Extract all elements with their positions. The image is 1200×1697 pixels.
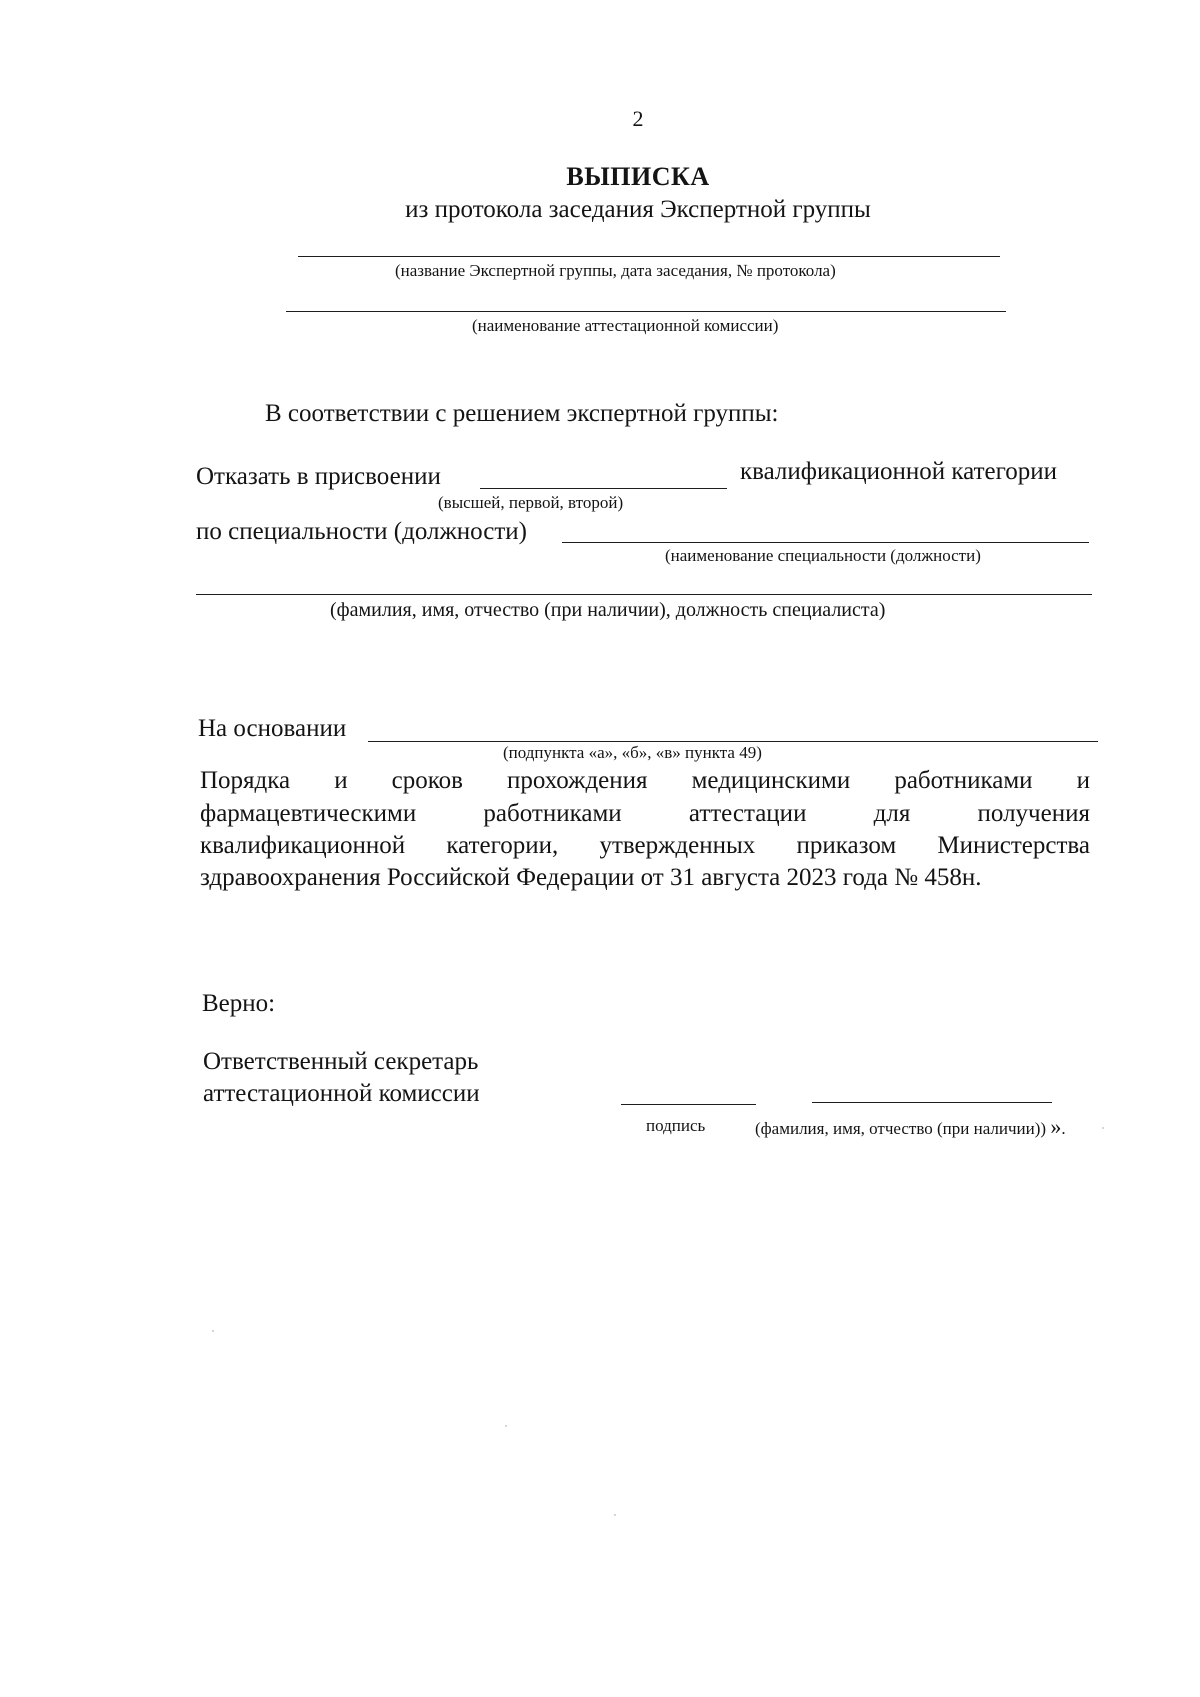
scan-speck [614,1514,616,1516]
scan-speck [1102,1127,1104,1129]
qualification-category-label: квалификационной категории [740,458,1058,485]
specialty-line [562,542,1089,543]
caption-expert-group: (название Экспертной группы, дата заседания, № протокола) [395,261,836,280]
category-line [480,488,727,489]
scan-speck [212,1330,214,1332]
verified-label: Верно: [202,990,276,1017]
specialist-line [196,594,1092,595]
refuse-label: Отказать в присвоении [196,463,441,490]
specialty-label: по специальности (должности) [196,518,527,545]
caption-specialist: (фамилия, имя, отчество (при наличии), должность специалиста) [330,599,886,621]
caption-subclause: (подпункта «а», «б», «в» пункта 49) [503,743,762,762]
decision-intro: В соответствии с решением экспертной группы: [265,400,779,427]
page-number: 2 [632,106,644,131]
expert-group-line [298,256,1000,257]
basis-line [368,741,1098,742]
basis-text-line-4: здравоохранения Российской Федерации от 31 августа 2023 года № 458н. [200,864,982,891]
full-name-line [812,1102,1052,1103]
secretary-line-1: Ответственный секретарь [203,1048,479,1075]
signature-line [621,1104,756,1105]
basis-text-line-3: квалификационной категории, утвержденных приказом Министерства [200,832,1090,859]
full-name-caption-text: (фамилия, имя, отчество (при наличии)) [755,1119,1051,1138]
document-title: ВЫПИСКА [566,162,710,191]
caption-category: (высшей, первой, второй) [438,493,624,512]
basis-text-line-1: Порядка и сроков прохождения медицинскими работниками и [200,767,1090,794]
closing-quote-mark: » [1050,1114,1062,1139]
caption-signature: подпись [646,1116,706,1135]
document-subtitle: из протокола заседания Экспертной группы [405,196,871,223]
full-name-text [755,1114,1066,1139]
commission-line [286,311,1006,312]
caption-full-name [755,1114,1066,1140]
basis-text-line-2: фармацевтическими работниками аттестации для получения [200,800,1090,827]
closing-period: . [1061,1119,1066,1138]
caption-commission: (наименование аттестационной комиссии) [472,316,779,335]
secretary-line-2: аттестационной комиссии [203,1080,480,1107]
scan-speck [505,1425,507,1427]
caption-specialty: (наименование специальности (должности) [665,546,981,565]
basis-label: На основании [198,715,347,742]
